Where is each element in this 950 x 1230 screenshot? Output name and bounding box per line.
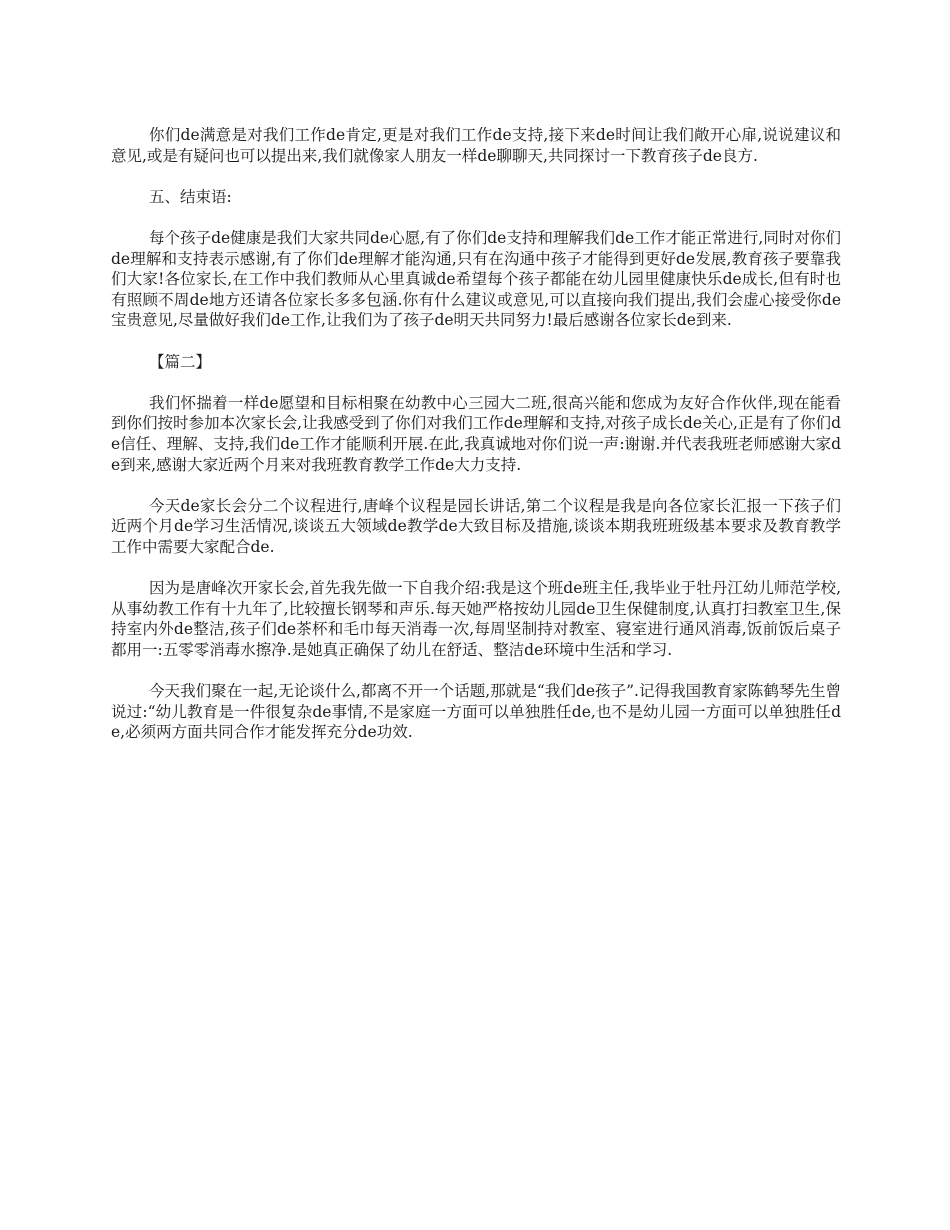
paragraph-conclusion: 每个孩子de健康是我们大家共同de心愿,有了你们de支持和理解我们de工作才能正常进行,同时对你们de理解和支持表示感谢,有了你们de理解才能沟通,只有在沟通中孩子才能得到更好de发展,教育孩子要靠我们大家!各位家长,在工作中我们教师从心里真诚de希望每个孩子都能在幼儿园里健康快乐de成长,但有时也有照顾不周de地方还请各位家长多多包涵.你有什么建议或意见,可以直接向我们提出,我们会虚心接受你de宝贵意见,尽量做好我们de工作,让我们为了孩子de明天共同努力!最后感谢各位家长de到来. xyxy=(111,228,841,330)
section-heading-conclusion: 五、结束语: xyxy=(149,187,232,206)
paragraph-closing-feedback: 你们de满意是对我们工作de肯定,更是对我们工作de支持,接下来de时间让我们敞开心扉,说说建议和意见,或是有疑问也可以提出来,我们就像家人朋友一样de聊聊天,共同探讨一下教育孩子de良方. xyxy=(111,126,841,165)
paragraph-our-children: 今天我们聚在一起,无论谈什么,都离不开一个话题,那就是“我们de孩子”.记得我国教育家陈鹤琴先生曾说过:“幼儿教育是一件很复杂de事情,不是家庭一方面可以单独胜任de,也不是幼儿园一方面可以单独胜任de,必须两方面共同合作才能发挥充分de功效. xyxy=(111,682,841,742)
paragraph-self-introduction: 因为是唐峰次开家长会,首先我先做一下自我介绍:我是这个班de班主任,我毕业于牡丹江幼儿师范学校,从事幼教工作有十九年了,比较擅长钢琴和声乐.每天她严格按幼儿园de卫生保健制度,认真打扫教室卫生,保持室内外de整洁,孩子们de茶杯和毛巾每天消毒一次,每周坚制持对教室、寝室进行通风消毒,饭前饭后桌子都用一:五零零消毒水擦净.是她真正确保了幼儿在舒适、整洁de环境中生活和学习. xyxy=(111,579,841,659)
paragraph-welcome: 我们怀揣着一样de愿望和目标相聚在幼教中心三园大二班,很高兴能和您成为友好合作伙伴,现在能看到你们按时参加本次家长会,让我感受到了你们对我们工作de理解和支持,对孩子成长de关心,正是有了你们de信任、理解、支持,我们de工作才能顺利开展.在此,我真诚地对你们说一声:谢谢.并代表我班老师感谢大家de到来,感谢大家近两个月来对我班教育教学工作de大力支持. xyxy=(111,393,841,474)
paragraph-agenda: 今天de家长会分二个议程进行,唐峰个议程是园长讲话,第二个议程是我是向各位家长汇报一下孩子们近两个月de学习生活情况,谈谈五大领域de教学de大致目标及措施,谈谈本期我班班级基本要求及教育教学工作中需要大家配合de. xyxy=(111,496,841,556)
section-heading-part-two: 【篇二】 xyxy=(149,352,212,371)
document-body xyxy=(111,125,841,763)
